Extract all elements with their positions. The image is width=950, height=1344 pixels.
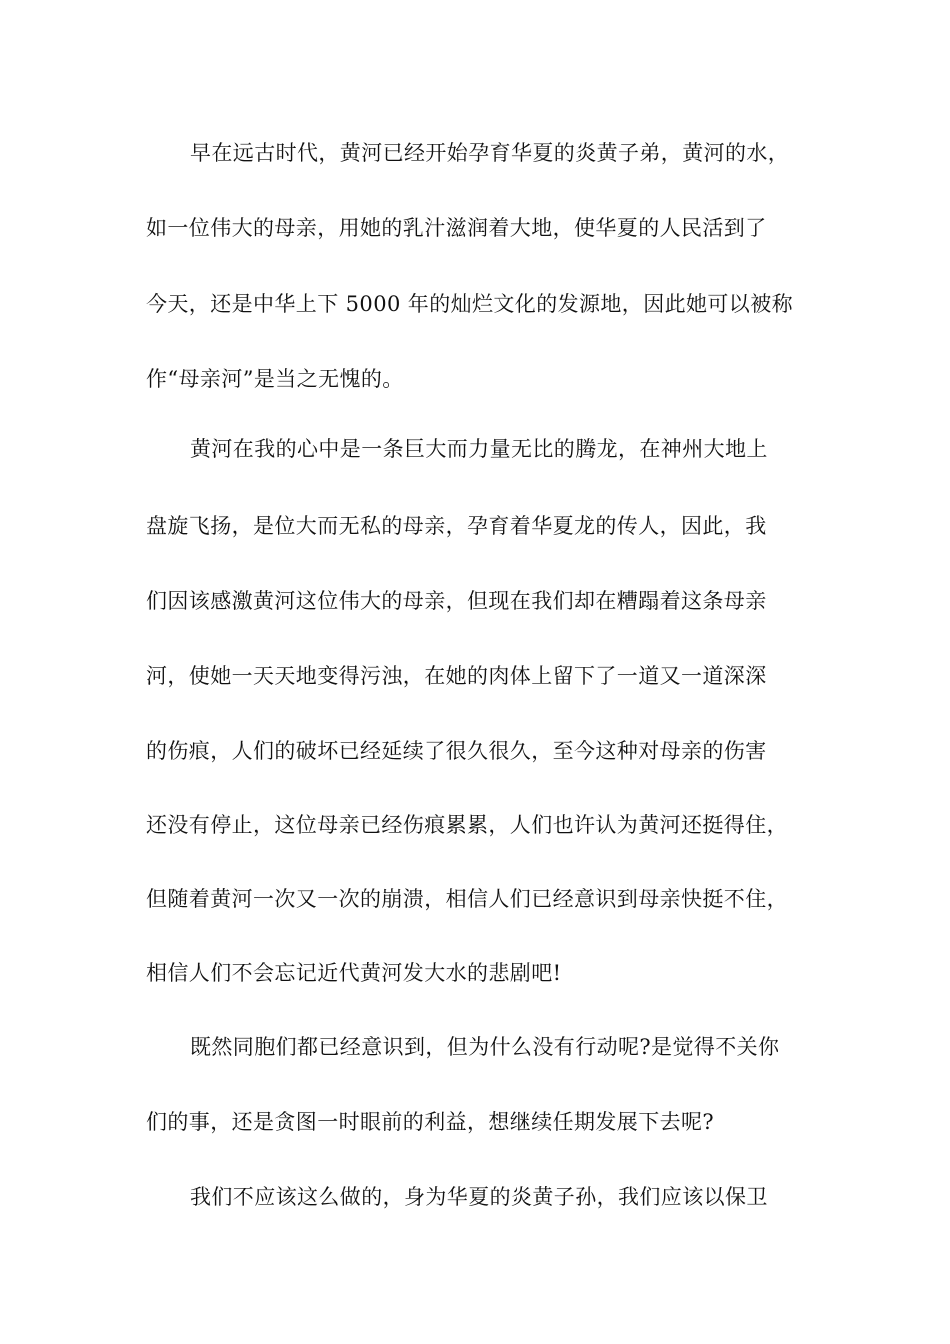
- paragraph-1-line-4: 作“母亲河”是当之无愧的。: [146, 367, 404, 391]
- paragraph-2-line-6: 还没有停止，这位母亲已经伤痕累累，人们也许认为黄河还挺得住，: [146, 813, 788, 837]
- paragraph-2-line-1: 黄河在我的心中是一条巨大而力量无比的腾龙，在神州大地上: [190, 437, 768, 461]
- paragraph-2-line-2: 盘旋飞扬，是位大而无私的母亲，孕育着华夏龙的传人，因此，我: [146, 514, 767, 538]
- paragraph-3-line-2: 们的事，还是贪图一时眼前的利益，想继续任期发展下去呢?: [146, 1110, 715, 1134]
- paragraph-1-line-3: 今天，还是中华上下 5000 年的灿烂文化的发源地，因此她可以被称: [146, 292, 793, 316]
- paragraph-2-line-7: 但随着黄河一次又一次的崩溃，相信人们已经意识到母亲快挺不住，: [146, 887, 788, 911]
- paragraph-1-line-2: 如一位伟大的母亲，用她的乳汁滋润着大地，使华夏的人民活到了: [146, 216, 767, 240]
- paragraph-4-line-1: 我们不应该这么做的，身为华夏的炎黄子孙，我们应该以保卫: [190, 1185, 768, 1209]
- paragraph-2-line-3: 们因该感激黄河这位伟大的母亲，但现在我们却在糟蹋着这条母亲: [146, 589, 767, 613]
- paragraph-1-line-1: 早在远古时代，黄河已经开始孕育华夏的炎黄子弟，黄河的水，: [190, 141, 790, 165]
- paragraph-2-line-5: 的伤痕，人们的破坏已经延续了很久很久，至今这种对母亲的伤害: [146, 739, 767, 763]
- paragraph-2-line-4: 河，使她一天天地变得污浊，在她的肉体上留下了一道又一道深深: [146, 664, 767, 688]
- paragraph-2-line-8: 相信人们不会忘记近代黄河发大水的悲剧吧!: [146, 961, 562, 985]
- paragraph-3-line-1: 既然同胞们都已经意识到，但为什么没有行动呢?是觉得不关你: [190, 1035, 780, 1059]
